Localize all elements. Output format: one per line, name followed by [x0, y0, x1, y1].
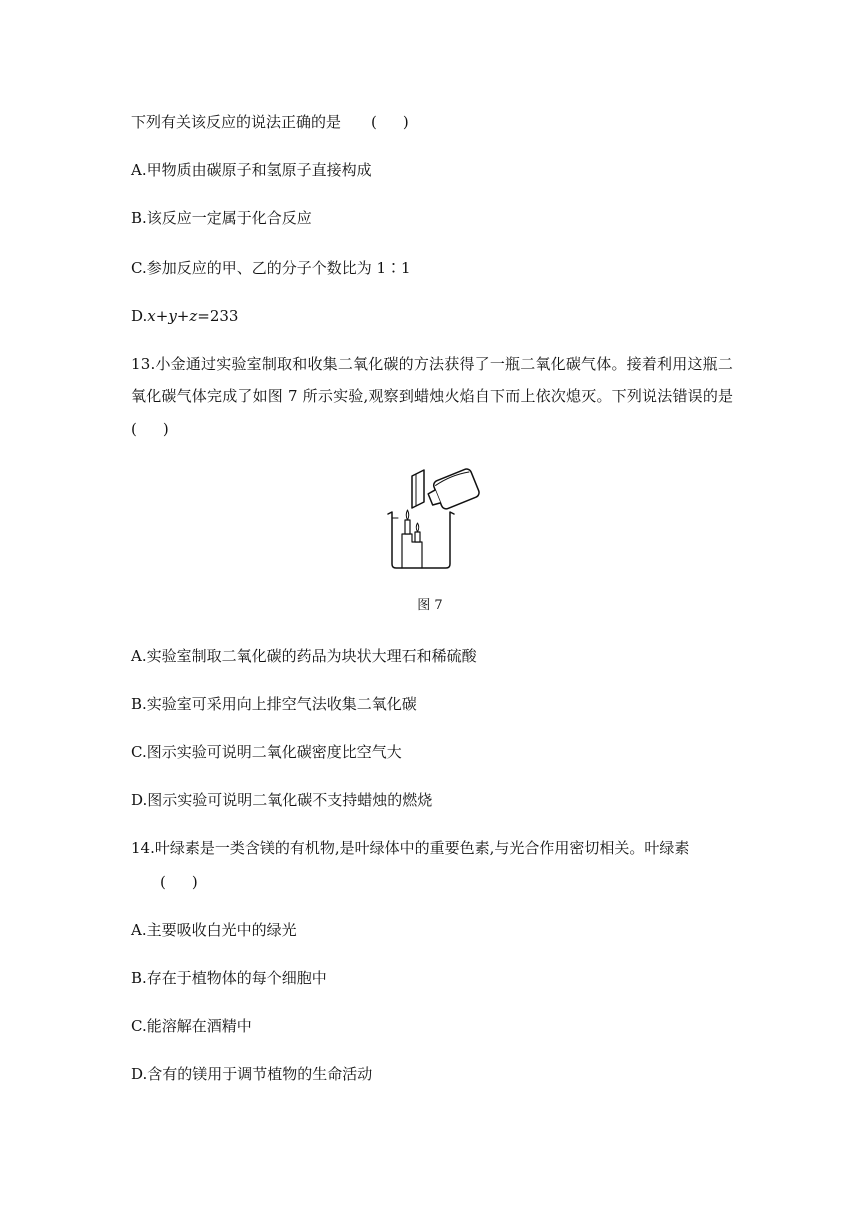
- q13-stem-line-2: 氧化碳气体完成了如图 7 所示实验,观察到蜡烛火焰自下而上依次熄灭。下列说法错误的是: [131, 387, 734, 405]
- q12-option-d-y: y: [168, 307, 177, 325]
- q13-answer-paren: [131, 418, 169, 440]
- q12-option-c: C.参加反应的甲、乙的分子个数比为 1∶1: [131, 259, 411, 277]
- q14-answer-paren: [160, 871, 198, 893]
- q13-option-b: B.实验室可采用向上排空气法收集二氧化碳: [131, 695, 417, 713]
- q13-option-c: C.图示实验可说明二氧化碳密度比空气大: [131, 743, 402, 761]
- q12-stem-line: [131, 111, 409, 133]
- q13-answer-paren-open: (: [131, 420, 137, 438]
- q13-option-d: D.图示实验可说明二氧化碳不支持蜡烛的燃烧: [131, 791, 433, 809]
- q14-option-b: B.存在于植物体的每个细胞中: [131, 969, 327, 987]
- q13-stem-line-1: 13.小金通过实验室制取和收集二氧化碳的方法获得了一瓶二氧化碳气体。接着利用这瓶二: [131, 355, 734, 373]
- q14-stem: 14.叶绿素是一类含镁的有机物,是叶绿体中的重要色素,与光合作用密切相关。叶绿素: [131, 839, 690, 857]
- q14-answer-paren-close: ): [191, 873, 198, 891]
- q12-option-d-plus2: +: [176, 307, 190, 325]
- q12-option-d-prefix: D.: [131, 307, 148, 325]
- q12-stem: 下列有关该反应的说法正确的是: [131, 113, 342, 131]
- q14-option-a: A.主要吸收白光中的绿光: [131, 921, 297, 939]
- q13-answer-paren-close: ): [162, 420, 169, 438]
- q12-option-d-x: x: [147, 307, 156, 325]
- q14-option-c: C.能溶解在酒精中: [131, 1017, 252, 1035]
- q14-option-d: D.含有的镁用于调节植物的生命活动: [131, 1065, 373, 1083]
- q12-answer-paren-open: (: [371, 113, 377, 131]
- q12-option-d-z: z: [189, 307, 198, 325]
- q12-option-a: A.甲物质由碳原子和氢原子直接构成: [131, 161, 372, 179]
- figure-co2-pouring-illustration: [378, 468, 482, 570]
- q12-option-d-rest: =233: [197, 307, 239, 325]
- q12-answer-paren-close: ): [402, 113, 409, 131]
- q12-option-d-plus1: +: [155, 307, 169, 325]
- figure-7-caption: 图 7: [417, 598, 443, 613]
- q13-option-a: A.实验室制取二氧化碳的药品为块状大理石和稀硫酸: [131, 647, 477, 665]
- q12-option-d: [131, 305, 238, 327]
- q12-option-b: B.该反应一定属于化合反应: [131, 209, 312, 227]
- q14-answer-paren-open: (: [160, 873, 166, 891]
